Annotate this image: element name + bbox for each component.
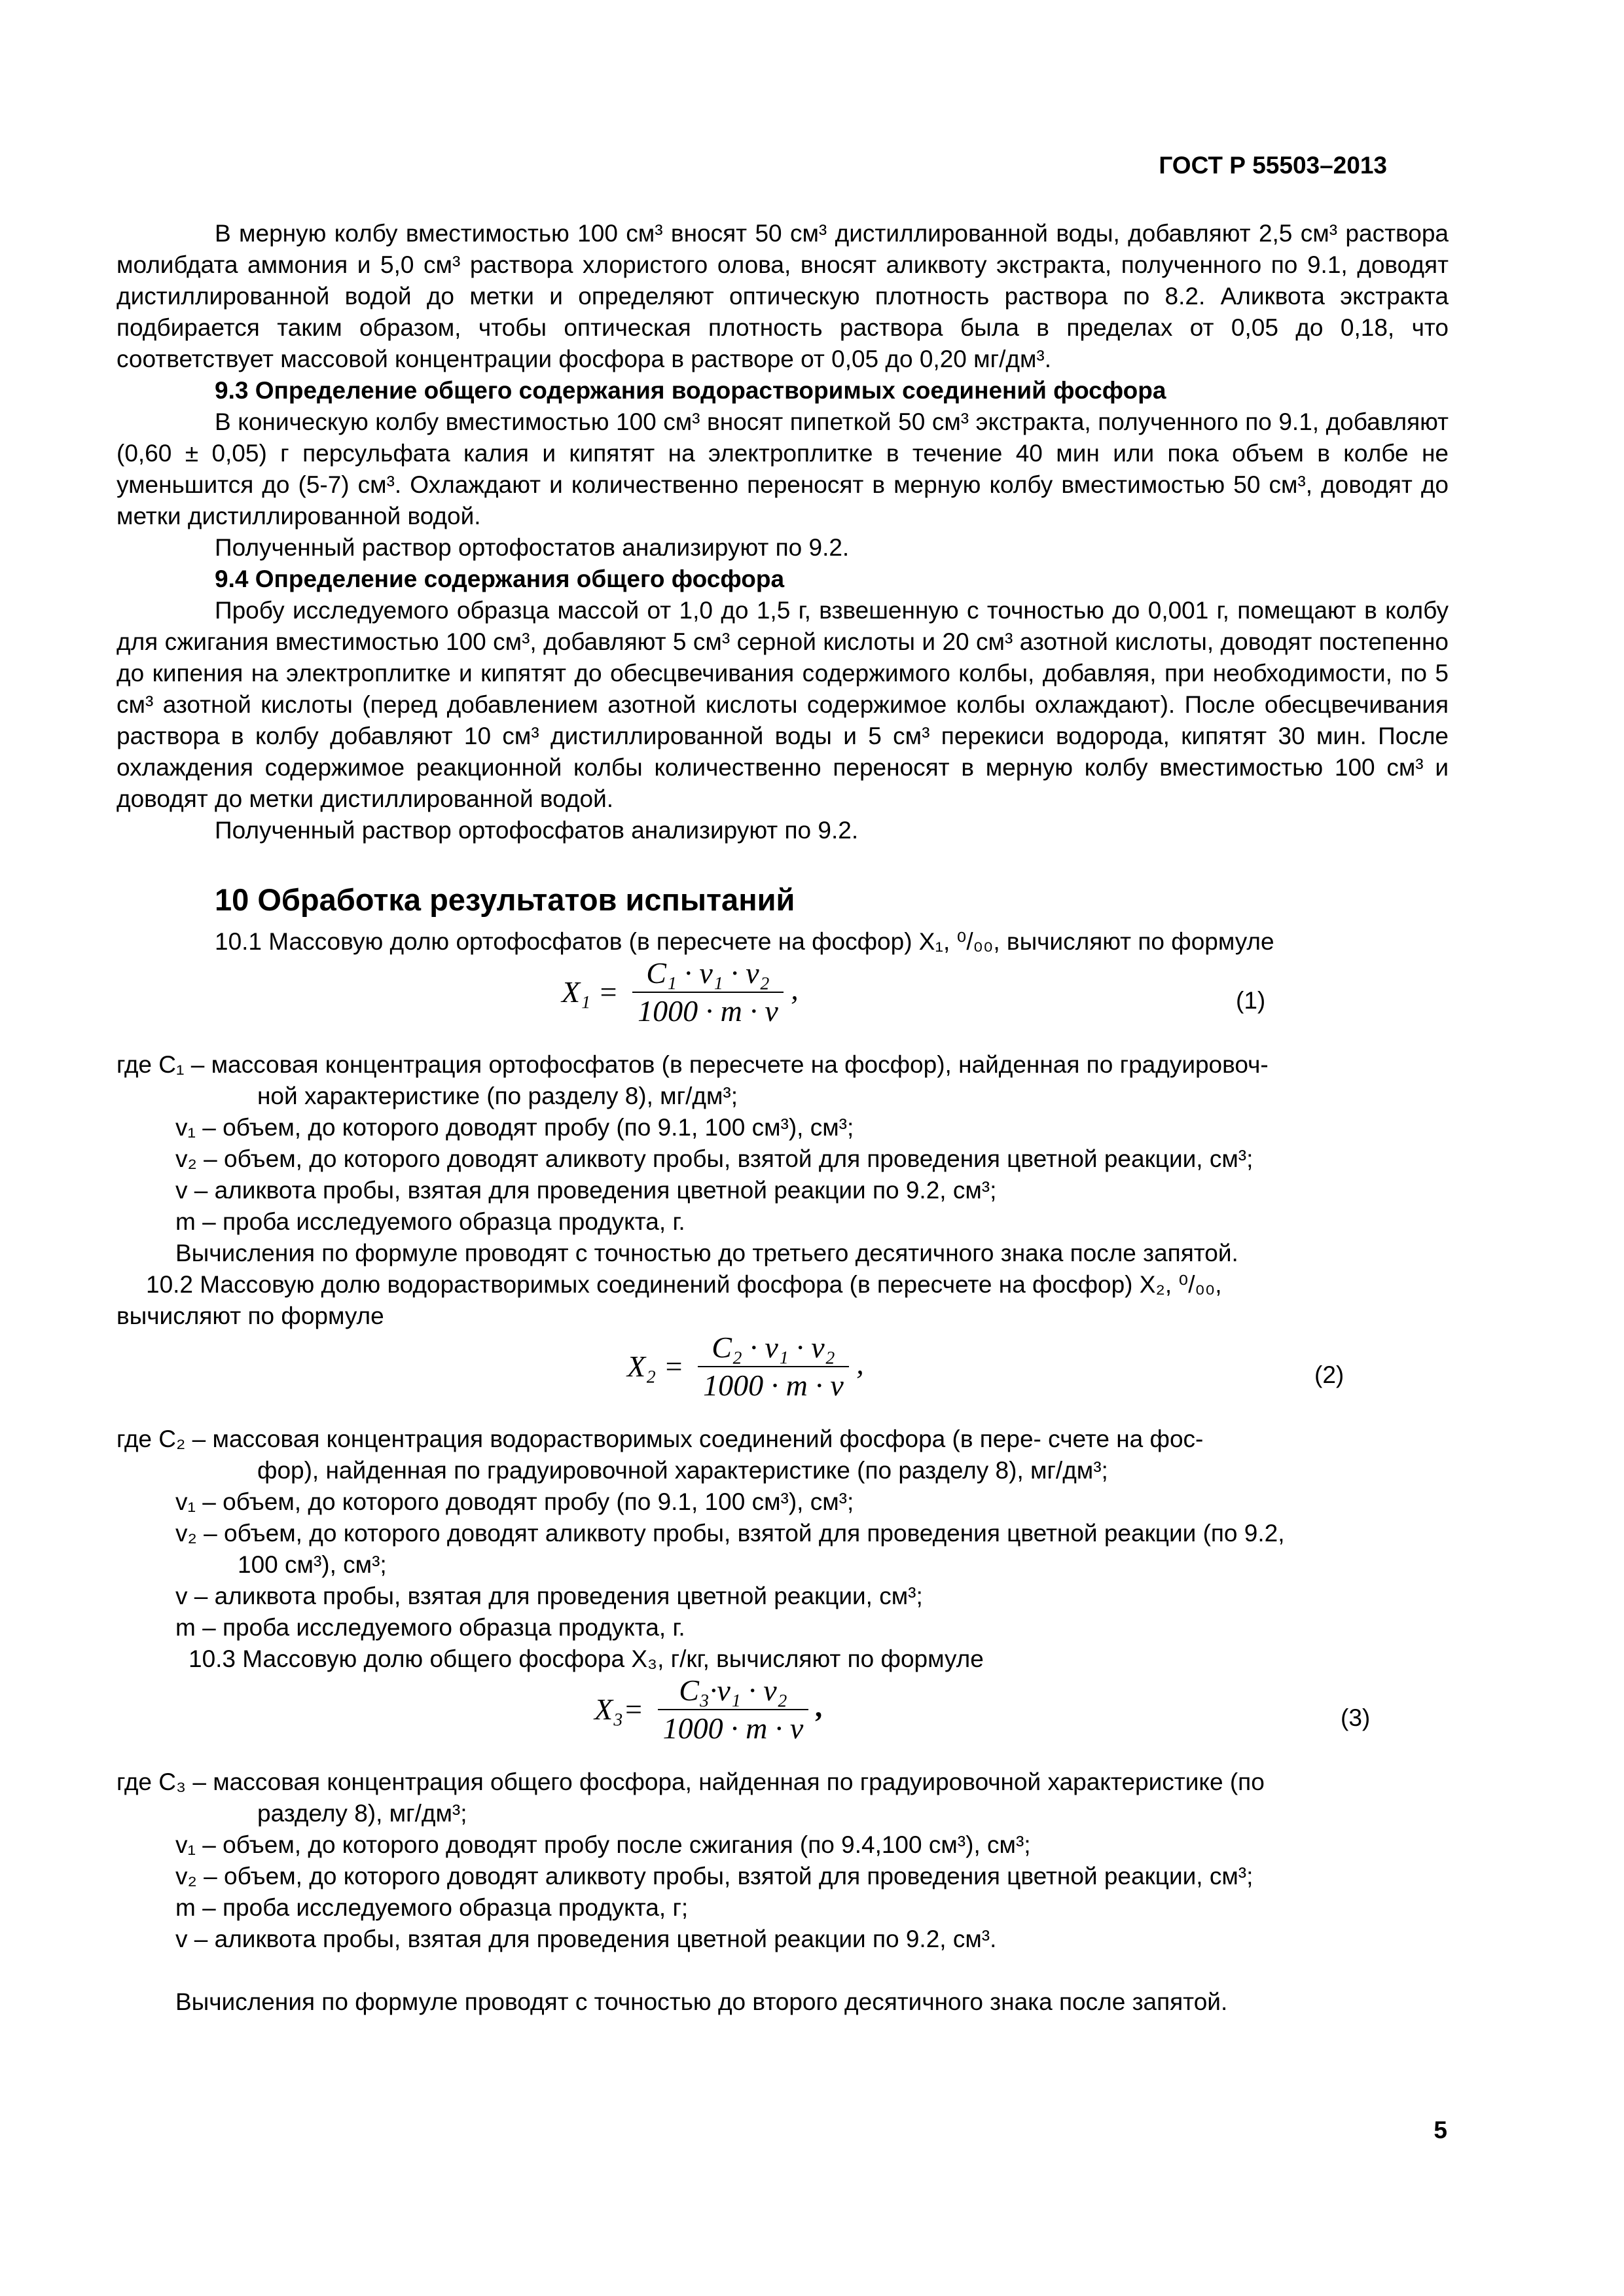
formula-3 (117, 1675, 1449, 1767)
formula-2 (117, 1332, 1449, 1424)
def-2-v: v – аликвота пробы, взятая для проведения цветной реакции, см³; (175, 1583, 923, 1609)
formula-1-lhs: X₁ = (562, 975, 619, 1009)
section-9-3-heading: 9.3 Определение общего содержания водорастворимых соединений фосфора (215, 377, 1166, 404)
formula-3-fraction (658, 1675, 809, 1744)
formula-2-lhs: X₂ = (627, 1350, 684, 1383)
formula-3-denominator: 1000 · m · v (662, 1712, 804, 1745)
def-2-c2-cont: фор), найденная по градуировочной характеристике (по разделу 8), мг/дм³; (257, 1457, 1108, 1484)
section-10-heading: 10 Обработка результатов испытаний (215, 882, 795, 917)
formula-1-denominator: 1000 · m · v (638, 994, 778, 1028)
document-body (117, 218, 1449, 2018)
formula-1-numerator: C₁ · v₁ · v₂ (632, 958, 784, 993)
final-precision-note: Вычисления по формуле проводят с точностью до второго десятичного знака после запятой. (175, 1988, 1228, 2015)
formula-3-comma: , (816, 1689, 824, 1723)
formula-3-lhs: X₃= (594, 1693, 644, 1726)
def-1-c1-cont: ной характеристике (по разделу 8), мг/дм³; (257, 1083, 738, 1109)
def-3-c3: где C₃ – массовая концентрация общего фосфора, найденная по градуировочной характеристике (по (117, 1768, 1265, 1795)
formula-1-fraction (632, 958, 784, 1027)
section-9-3-text: В коническую колбу вместимостью 100 см³ вносят пипеткой 50 см³ экстракта, полученного по 9.1, добавляют (0,60 ± 0,05) г персульфата калия и кипятят на электроплитке в течение 40 мин или пока объем в колбе не уменьшится до (5-7) см³. Охлаждают и количественно переносят в мерную колбу вместимостью 50 см³, доводят до метки дистиллированной водой. (117, 408, 1449, 529)
def-3-v: v – аликвота пробы, взятая для проведения цветной реакции по 9.2, см³. (175, 1926, 997, 1952)
def-1-m: m – проба исследуемого образца продукта, г. (175, 1208, 685, 1235)
paragraph-10-2: 10.2 Массовую долю водорастворимых соединений фосфора (в пересчете на фосфор) X₂, ⁰/₀₀, (146, 1271, 1222, 1298)
def-3-m: m – проба исследуемого образца продукта, г; (175, 1894, 689, 1921)
formula-3-numerator: C₃·v₁ · v₂ (658, 1675, 809, 1710)
section-9-4-heading: 9.4 Определение содержания общего фосфора (215, 565, 785, 592)
def-2-v1: v₁ – объем, до которого доводят пробу (по 9.1, 100 см³), см³; (175, 1488, 854, 1515)
section-9-4-text: Пробу исследуемого образца массой от 1,0 до 1,5 г, взвешенную с точностью до 0,001 г, помещают в колбу для сжигания вместимостью 100 см³, добавляют 5 см³ серной кислоты и 20 см³ азотной кислоты, доводят постепенно до кипения на электроплитке и кипятят до обесцвечивания содержимого колбы, добавляя, при необходимости, по 5 см³ азотной кислоты (перед добавлением азотной кислоты содержимое колбы охлаждают). После обесцвечивания раствора в колбу добавляют 10 см³ дистиллированной воды и 5 см³ перекиси водорода, кипятят 30 мин. После охлаждения содержимое реакционной колбы количественно переносят в мерную колбу вместимостью 100 см³ и доводят до метки дистиллированной водой. (117, 597, 1449, 812)
def-1-v1: v₁ – объем, до которого доводят пробу (по 9.1, 100 см³), см³; (175, 1114, 854, 1141)
def-3-v1: v₁ – объем, до которого доводят пробу после сжигания (по 9.4,100 см³), см³; (175, 1831, 1031, 1858)
paragraph-9-2-procedure: В мерную колбу вместимостью 100 см³ вносят 50 см³ дистиллированной воды, добавляют 2,5 см³ раствора молибдата аммония и 5,0 см³ раствора хлористого олова, вносят аликвоту экстракта, полученного по 9.1, доводят дистиллированной водой до метки и определяют оптическую плотность раствора по 8.2. Аликвота экстракта подбирается таким образом, чтобы оптическая плотность раствора была в пределах от 0,05 до 0,18, что соответствует массовой концентрации фосфора в растворе от 0,05 до 0,20 мг/дм³. (117, 220, 1449, 372)
section-9-4-tail: Полученный раствор ортофосфатов анализируют по 9.2. (215, 817, 859, 844)
formula-3-number: (3) (1341, 1704, 1371, 1731)
paragraph-10-1: 10.1 Массовую долю ортофосфатов (в пересчете на фосфор) X₁, ⁰/₀₀, вычисляют по формуле (215, 928, 1274, 955)
formula-1 (117, 958, 1449, 1049)
def-1-precision: Вычисления по формуле проводят с точностью до третьего десятичного знака после запятой. (175, 1240, 1238, 1266)
paragraph-10-2-cont: вычисляют по формуле (117, 1302, 384, 1329)
paragraph-10-3: 10.3 Массовую долю общего фосфора X₃, г/кг, вычисляют по формуле (189, 1645, 984, 1672)
def-1-c1: где C₁ – массовая концентрация ортофосфатов (в пересчете на фосфор), найденная по градуировоч- (117, 1051, 1269, 1078)
def-2-c2: где C₂ – массовая концентрация водорастворимых соединений фосфора (в пере- счете на фос- (117, 1426, 1204, 1452)
def-2-m: m – проба исследуемого образца продукта, г. (175, 1614, 685, 1641)
formula-2-comma: , (856, 1346, 864, 1380)
formula-2-numerator: C₂ · v₁ · v₂ (698, 1332, 849, 1367)
formula-2-definitions (117, 1424, 1449, 1643)
def-2-v2-cont: 100 см³), см³; (238, 1551, 387, 1578)
def-1-v2: v₂ – объем, до которого доводят аликвоту пробы, взятой для проведения цветной реакции, см³; (175, 1145, 1254, 1172)
def-3-c3-cont: разделу 8), мг/дм³; (257, 1800, 467, 1827)
document-header: ГОСТ Р 55503–2013 (1159, 152, 1387, 179)
formula-3-definitions (117, 1767, 1449, 1955)
section-9-3-tail: Полученный раствор ортофостатов анализируют по 9.2. (215, 534, 850, 561)
formula-2-denominator: 1000 · m · v (703, 1369, 844, 1402)
def-2-v2: v₂ – объем, до которого доводят аликвоту пробы, взятой для проведения цветной реакции (по 9.2, (175, 1520, 1285, 1547)
def-1-v: v – аликвота пробы, взятая для проведения цветной реакции по 9.2, см³; (175, 1177, 997, 1204)
formula-2-fraction (698, 1332, 849, 1401)
formula-1-number: (1) (1236, 987, 1266, 1014)
page-number: 5 (1434, 2117, 1447, 2144)
formula-2-number: (2) (1314, 1361, 1344, 1388)
formula-1-comma: , (791, 972, 799, 1006)
formula-1-definitions (117, 1049, 1449, 1269)
def-3-v2: v₂ – объем, до которого доводят аликвоту пробы, взятой для проведения цветной реакции, см³; (175, 1863, 1254, 1890)
spacer (117, 1955, 1449, 1986)
